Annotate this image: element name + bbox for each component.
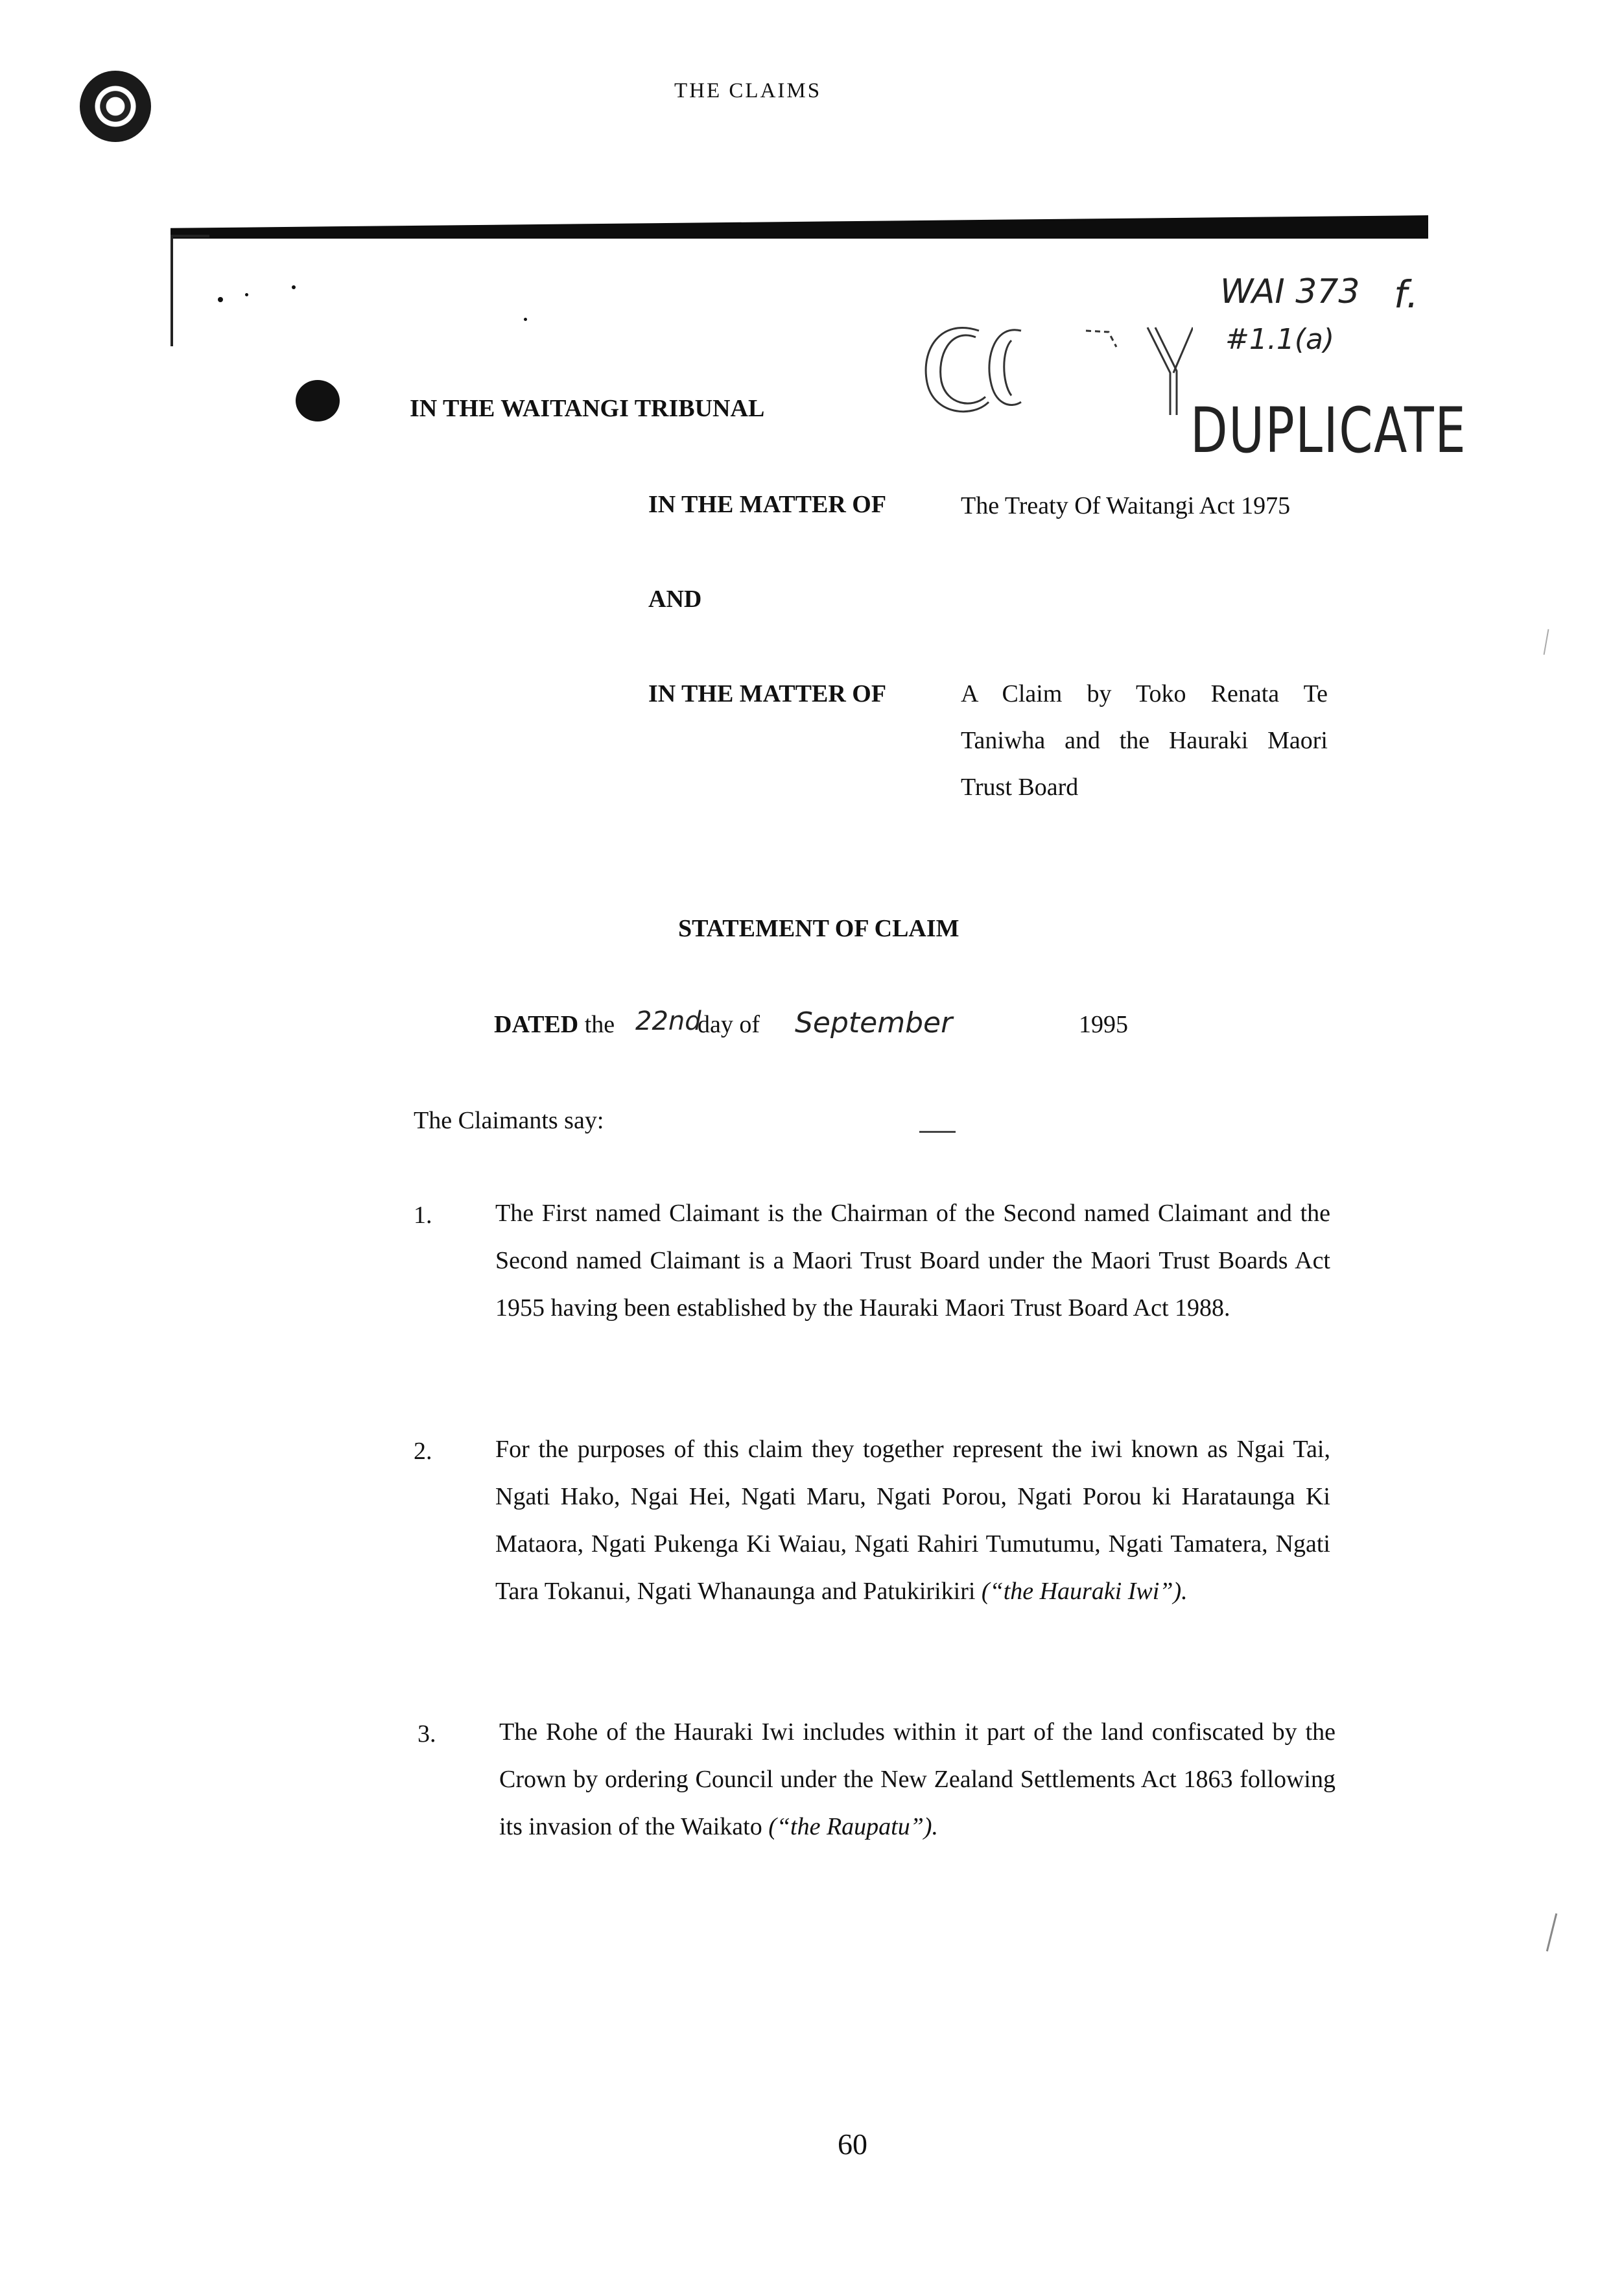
- paragraph-3: [499, 1709, 1336, 1851]
- scan-top-bar: [171, 215, 1428, 239]
- paragraph-1-text: The First named Claimant is the Chairman of the Second named Claimant and the Second named Claimant is a Maori Trust Board under the Maori Trust Boards Act 1955 having been established by the Hauraki Maori Trust Board Act 1988.: [495, 1200, 1330, 1322]
- copy-stamp-text: COPY: [914, 311, 916, 312]
- duplicate-stamp: DUPLICATE: [1190, 394, 1467, 467]
- and-label: AND: [648, 586, 702, 613]
- margin-mark: [1546, 1914, 1557, 1952]
- matter-value-2-line-1: A Claim by Toko Renata Te: [961, 680, 1328, 707]
- reference-number: WAI 373: [1220, 272, 1360, 311]
- tribunal-logo: [80, 71, 151, 142]
- tribunal-heading: IN THE WAITANGI TRIBUNAL: [410, 395, 765, 422]
- paragraph-2: [495, 1426, 1330, 1615]
- dated-the: the: [584, 1011, 615, 1038]
- dated-label: DATED: [494, 1011, 579, 1038]
- scan-bracket-vertical: [171, 235, 173, 346]
- paragraph-1: [495, 1190, 1330, 1332]
- punch-hole: [296, 380, 340, 421]
- matter-value-1: The Treaty Of Waitangi Act 1975: [961, 492, 1291, 519]
- paragraph-3-defined-term: (“the Raupatu”).: [768, 1813, 939, 1840]
- paragraph-number-1: 1.: [414, 1202, 432, 1229]
- matter-value-2-line-2: Taniwha and the Hauraki Maori: [961, 727, 1328, 754]
- copy-stamp: [914, 311, 1193, 421]
- scan-speck: [245, 293, 248, 296]
- scan-speck: [292, 285, 296, 289]
- dated-line: [494, 1010, 615, 1040]
- margin-mark: [1544, 629, 1549, 655]
- paragraph-number-2: 2.: [414, 1438, 432, 1465]
- paragraph-number-3: 3.: [418, 1720, 436, 1748]
- paragraph-2-text: For the purposes of this claim they together represent the iwi known as Ngai Tai, Ngati Hako, Ngai Hei, Ngati Maru, Ngati Porou, Ngati Porou ki Harataunga Ki Mataora, Ngati Pukenga Ki Waiau, Ngati Rahiri Tumutumu, Ngati Tamatera, Ngati Tara Tokanui, Ngati Whanaunga and Patukirikiri: [495, 1436, 1330, 1605]
- dated-day-of: day of: [698, 1011, 760, 1038]
- reference-page-mark: f.: [1394, 272, 1418, 316]
- dated-month-handwritten: September: [795, 1006, 953, 1039]
- dated-year: 1995: [1079, 1011, 1128, 1038]
- matter-label-2: IN THE MATTER OF: [648, 680, 887, 707]
- running-head: THE CLAIMS: [674, 79, 822, 102]
- matter-label-1: IN THE MATTER OF: [648, 491, 887, 518]
- paragraph-2-defined-term: (“the Hauraki Iwi”).: [981, 1578, 1188, 1605]
- scan-speck: [524, 318, 527, 321]
- reference-document-number: #1.1(a): [1225, 323, 1335, 356]
- scan-bracket-horizontal: [171, 235, 209, 237]
- matter-value-2-line-3: Trust Board: [961, 774, 1079, 801]
- dated-day-handwritten: 22nd: [635, 1006, 701, 1036]
- claimants-intro: The Claimants say:: [414, 1107, 604, 1134]
- scan-speck: [218, 297, 223, 302]
- paragraph-3-text: The Rohe of the Hauraki Iwi includes within it part of the land confiscated by the Crown by ordering Council under the New Zealand Settlements Act 1863 following its invasion of the Waikato: [499, 1718, 1336, 1840]
- document-heading: STATEMENT OF CLAIM: [678, 915, 959, 942]
- page-number: 60: [838, 2128, 867, 2161]
- scan-mark: [919, 1131, 956, 1133]
